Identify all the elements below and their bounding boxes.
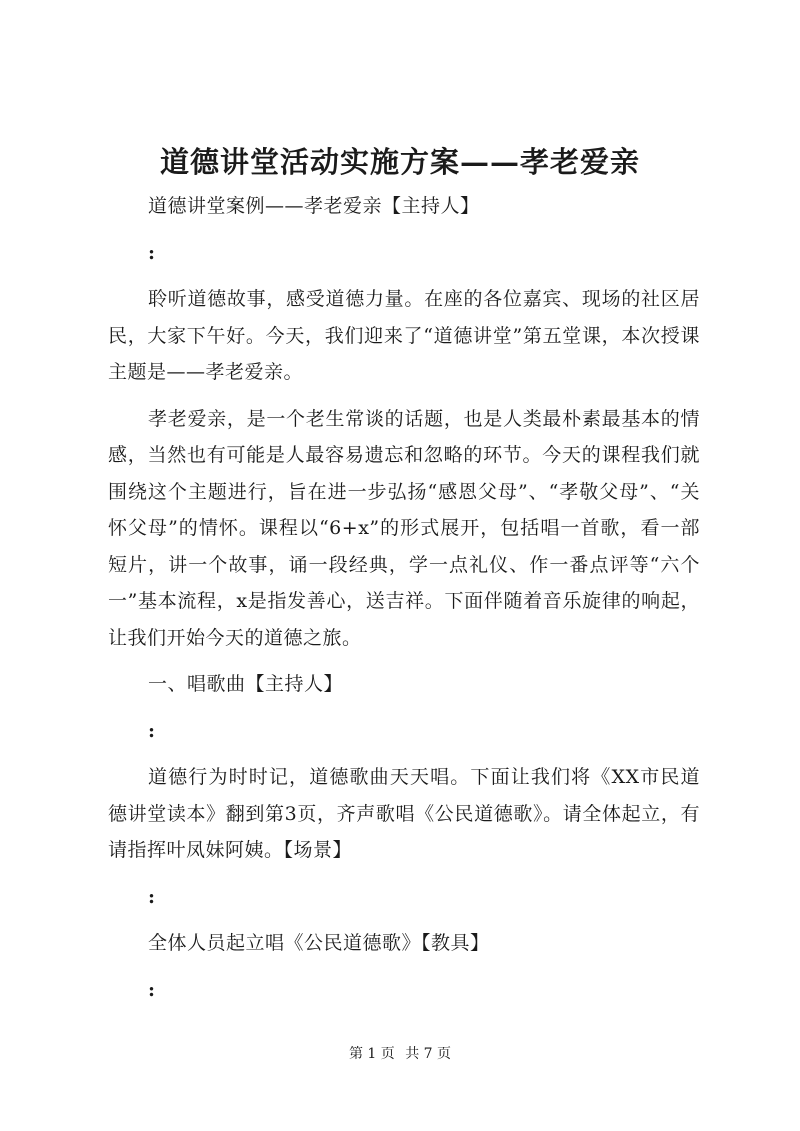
page-footer xyxy=(0,1043,800,1063)
document-title: 道德讲堂活动实施方案——孝老爱亲 xyxy=(159,145,640,179)
paragraph-all-stand: 全体人员起立唱《公民道德歌》【教具】 xyxy=(148,932,490,954)
paragraph-section-song: 一、唱歌曲【主持人】 xyxy=(148,673,344,695)
paragraph-colon: : xyxy=(148,241,156,264)
paragraph-colon: : xyxy=(148,719,156,742)
paragraph-case-heading: 道德讲堂案例——孝老爱亲【主持人】 xyxy=(148,195,480,217)
page-total: 共 7 页 xyxy=(405,1046,452,1062)
document-body xyxy=(108,188,700,1018)
paragraph-opening: 聆听道德故事，感受道德力量。在座的各位嘉宾、现场的社区居民，大家下午好。今天，我们迎来了“道德讲堂”第五堂课，本次授课主题是——孝老爱亲。 xyxy=(108,288,700,383)
paragraph-colon: : xyxy=(148,978,156,1001)
paragraph-song-instructions: 道德行为时时记，道德歌曲天天唱。下面让我们将《XX市民道德讲堂读本》翻到第3页，齐声歌唱《公民道德歌》。请全体起立，有请指挥叶凤妹阿姨。【场景】 xyxy=(108,766,700,861)
paragraph-introduction: 孝老爱亲，是一个老生常谈的话题，也是人类最朴素最基本的情感，当然也有可能是人最容易遗忘和忽略的环节。今天的课程我们就围绕这个主题进行，旨在进一步弘扬“感恩父母”、“孝敬父母”、“关怀父母”的情怀。课程以“6+x”的形式展开，包括唱一首歌，看一部短片，讲一个故事，诵一段经典，学一点礼仪、作一番点评等“六个一”基本流程，x是指发善心，送吉祥。下面伴随着音乐旋律的响起，让我们开始今天的道德之旅。 xyxy=(108,407,700,649)
paragraph-colon: : xyxy=(148,885,156,908)
page-number: 第 1 页 xyxy=(348,1046,395,1062)
